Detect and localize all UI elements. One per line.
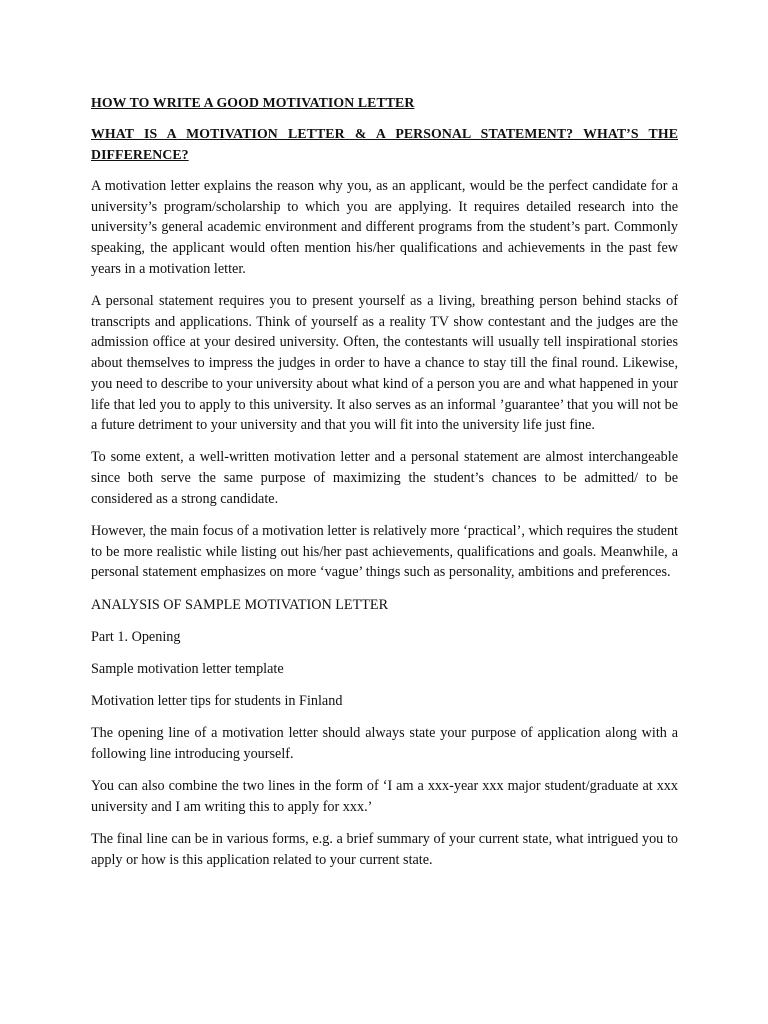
document-title: HOW TO WRITE A GOOD MOTIVATION LETTER — [91, 95, 415, 110]
part1-heading: Part 1. Opening — [91, 628, 181, 645]
paragraph-interchangeable: To some extent, a well-written motivation letter and a personal statement are almost interchangeable since both serve the same purpose of maximizing the student’s chances to be admitted/ to be considered as a strong candidate. — [91, 449, 678, 507]
section-heading-difference: WHAT IS A MOTIVATION LETTER & A PERSONAL STATEMENT? WHAT’S THE DIFFERENCE? — [91, 126, 678, 162]
paragraph-personal-statement: A personal statement requires you to present yourself as a living, breathing person behind stacks of transcripts and applications. Think of yourself as a reality TV show contestant and the judges are the admission office at your desired university. Often, the contestants will usually tell inspirational stories about themselves to impress the judges in order to have a chance to stay till the final round. Likewise, you need to describe to your university about what kind of a person you are and what happened in your life that led you to apply to this university. It also serves as an informal ’guarantee’ that you will not be a future detriment to your university and that you will fit into the university life just fine. — [91, 293, 678, 434]
document-page — [91, 93, 678, 882]
tips-line: Motivation letter tips for students in Finland — [91, 693, 343, 710]
sample-template-line: Sample motivation letter template — [91, 661, 284, 678]
paragraph-final-line: The final line can be in various forms, e.g. a brief summary of your current state, what intrigued you to apply or how is this application related to your current state. — [91, 831, 678, 868]
paragraph-main-focus: However, the main focus of a motivation letter is relatively more ‘practical’, which requires the student to be more realistic while listing out his/her past achievements, qualifications and goals. Meanwhile, a personal statement emphasizes on more ‘vague’ things such as personality, ambitions and preferences. — [91, 523, 678, 581]
paragraph-motivation-letter: A motivation letter explains the reason why you, as an applicant, would be the perfect candidate for a university’s program/scholarship to which you are applying. It requires detailed research into the university’s general academic environment and different programs from the student’s part. Commonly speaking, the applicant would often mention his/her qualifications and achievements in the past few years in a motivation letter. — [91, 178, 678, 277]
paragraph-opening-line: The opening line of a motivation letter should always state your purpose of application along with a following line introducing yourself. — [91, 725, 678, 763]
analysis-heading: ANALYSIS OF SAMPLE MOTIVATION LETTER — [91, 596, 389, 613]
paragraph-combine-lines: You can also combine the two lines in the form of ‘I am a xxx-year xxx major student/graduate at xxx university and I am writing this to apply for xxx.’ — [91, 778, 678, 816]
